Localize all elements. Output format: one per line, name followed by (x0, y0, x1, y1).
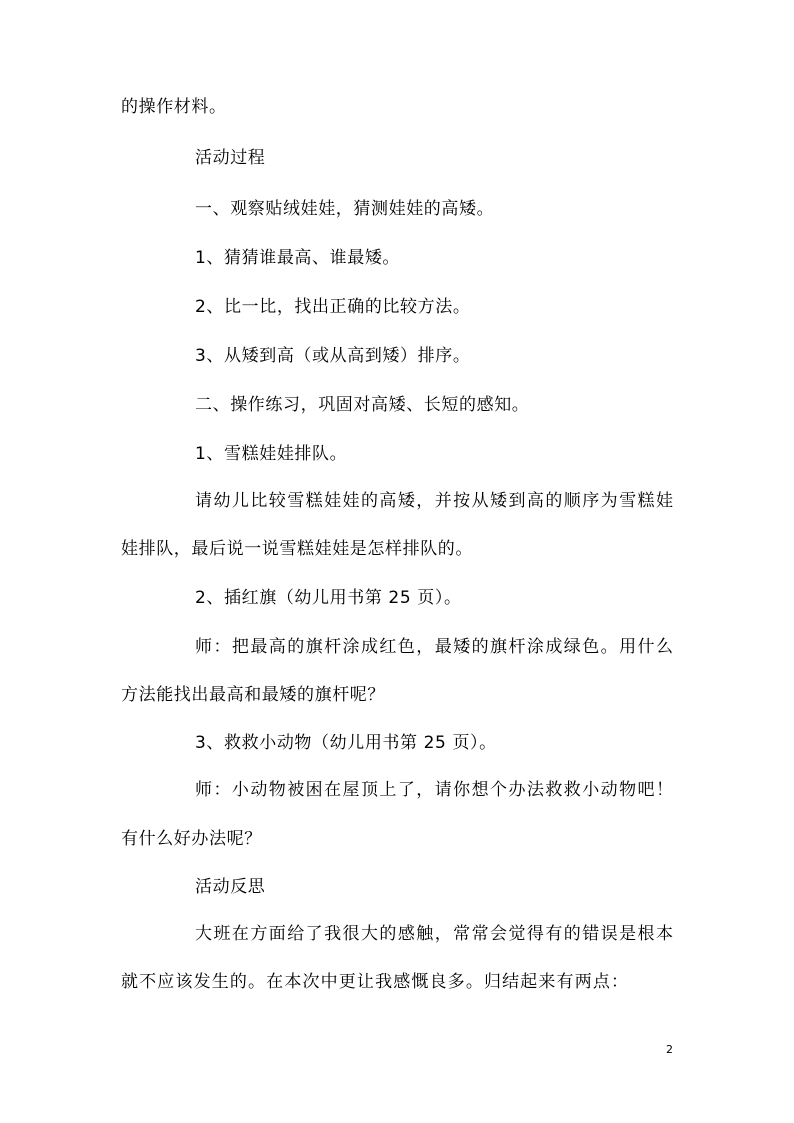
text-line: 请幼儿比较雪糕娃娃的高矮，并按从矮到高的顺序为雪糕娃 (195, 491, 673, 511)
text-line: 一、观察贴绒娃娃，猜测娃娃的高矮。 (195, 199, 495, 219)
text-line: 3、救救小动物（幼儿用书第 25 页）。 (195, 733, 497, 753)
text-line: 就不应该发生的。在本次中更让我感慨良多。归结起来有两点： (121, 972, 628, 992)
text-line: 师：小动物被困在屋顶上了，请你想个办法救救小动物吧！ (195, 780, 673, 800)
section-heading: 活动过程 (195, 148, 266, 168)
text-line: 1、雪糕娃娃排队。 (195, 444, 348, 464)
section-heading: 活动反思 (195, 877, 266, 897)
text-line: 2、插红旗（幼儿用书第 25 页）。 (195, 588, 462, 608)
text-line: 3、从矮到高（或从高到矮）排序。 (195, 346, 471, 366)
text-line: 大班在方面给了我很大的感触，常常会觉得有的错误是根本 (195, 924, 673, 944)
text-line: 2、比一比，找出正确的比较方法。 (195, 297, 471, 317)
text-line: 有什么好办法呢？ (121, 829, 262, 849)
text-line: 师：把最高的旗杆涂成红色，最矮的旗杆涂成绿色。用什么 (195, 637, 673, 657)
text-line: 娃排队，最后说一说雪糕娃娃是怎样排队的。 (121, 539, 473, 559)
text-line: 二、操作练习，巩固对高矮、长短的感知。 (195, 395, 530, 415)
page-number: 2 (666, 1043, 673, 1056)
text-line: 方法能找出最高和最矮的旗杆呢？ (121, 685, 385, 705)
text-line: 的操作材料。 (121, 97, 227, 117)
text-line: 1、猜猜谁最高、谁最矮。 (195, 248, 401, 268)
